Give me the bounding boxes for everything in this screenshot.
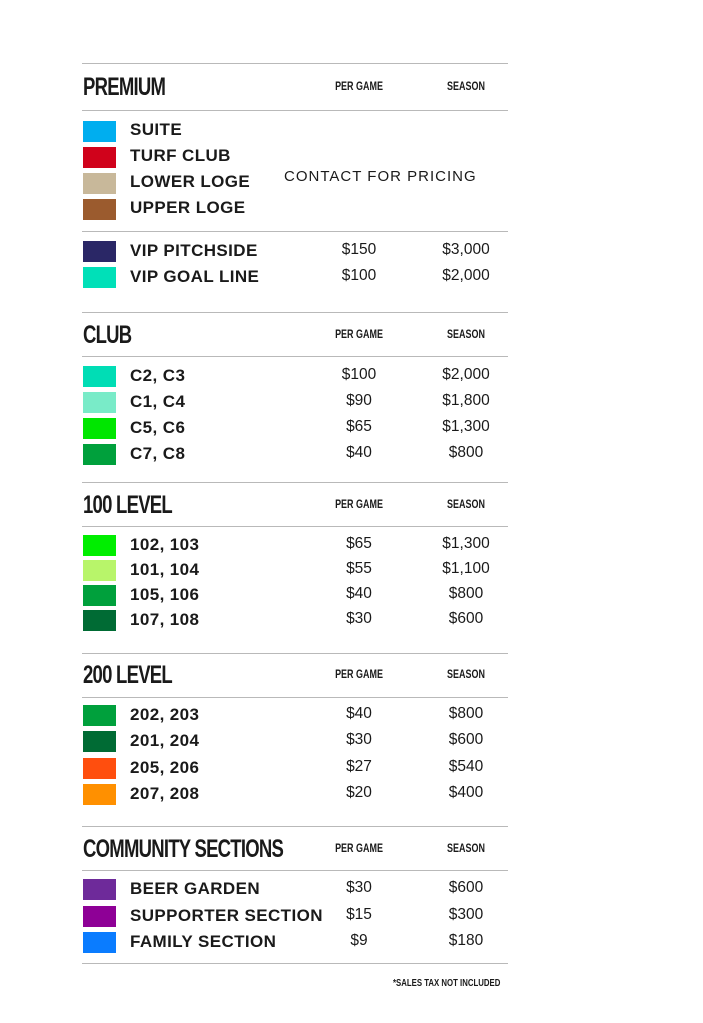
section-heading: 200 LEVEL	[83, 661, 172, 689]
per-game-price: $15	[346, 906, 372, 923]
seat-section-label: SUITE	[130, 120, 183, 139]
color-swatch	[83, 731, 116, 752]
section-top-rule	[82, 826, 508, 827]
seat-section-label: BEER GARDEN	[130, 879, 261, 898]
section-top-rule	[82, 653, 508, 654]
color-swatch	[83, 241, 116, 262]
season-price: $400	[448, 784, 484, 801]
per-game-price: $40	[346, 705, 372, 722]
seat-section-label: 205, 206	[130, 758, 200, 777]
per-game-price: $20	[346, 784, 372, 801]
section-heading: PREMIUM	[83, 73, 166, 101]
seat-section-label: SUPPORTER SECTION	[130, 906, 323, 925]
color-swatch	[83, 366, 116, 387]
seat-section-label: 101, 104	[130, 560, 200, 579]
season-price: $3,000	[442, 241, 490, 258]
seat-section-label: LOWER LOGE	[130, 172, 251, 191]
per-game-price: $30	[346, 879, 372, 896]
color-swatch	[83, 758, 116, 779]
seat-section-label: 202, 203	[130, 705, 200, 724]
season-price: $1,100	[442, 560, 490, 577]
per-game-price: $27	[346, 758, 372, 775]
season-price: $600	[448, 731, 484, 748]
color-swatch	[83, 199, 116, 220]
seat-section-label: UPPER LOGE	[130, 198, 246, 217]
section-header-rule	[82, 870, 508, 871]
contact-for-pricing-text: CONTACT FOR PRICING	[284, 168, 477, 185]
color-swatch	[83, 147, 116, 168]
seat-section-label: VIP PITCHSIDE	[130, 241, 258, 260]
color-swatch	[83, 560, 116, 581]
color-swatch	[83, 879, 116, 900]
seat-section-label: TURF CLUB	[130, 146, 231, 165]
per-game-column-header: PER GAME	[335, 843, 383, 855]
seat-section-label: C2, C3	[130, 366, 186, 385]
per-game-price: $90	[346, 392, 372, 409]
per-game-column-header: PER GAME	[335, 81, 383, 93]
season-price: $300	[448, 906, 484, 923]
season-column-header: SEASON	[447, 669, 485, 681]
season-column-header: SEASON	[447, 81, 485, 93]
season-price: $800	[448, 585, 484, 602]
color-swatch	[83, 121, 116, 142]
per-game-price: $40	[346, 444, 372, 461]
section-header-rule	[82, 110, 508, 111]
seat-section-label: 105, 106	[130, 585, 200, 604]
section-divider-rule	[82, 231, 508, 232]
color-swatch	[83, 418, 116, 439]
season-price: $1,300	[442, 535, 490, 552]
season-column-header: SEASON	[447, 499, 485, 511]
seat-section-label: VIP GOAL LINE	[130, 267, 260, 286]
season-price: $1,300	[442, 418, 490, 435]
per-game-price: $65	[346, 418, 372, 435]
seat-section-label: FAMILY SECTION	[130, 932, 277, 951]
color-swatch	[83, 267, 116, 288]
per-game-column-header: PER GAME	[335, 669, 383, 681]
section-top-rule	[82, 312, 508, 313]
season-price: $600	[448, 610, 484, 627]
section-heading: 100 LEVEL	[83, 491, 172, 519]
season-price: $2,000	[442, 366, 490, 383]
color-swatch	[83, 392, 116, 413]
per-game-price: $100	[341, 366, 377, 383]
season-price: $180	[448, 932, 484, 949]
per-game-column-header: PER GAME	[335, 329, 383, 341]
per-game-price: $30	[346, 731, 372, 748]
seat-section-label: C7, C8	[130, 444, 186, 463]
per-game-price: $100	[341, 267, 377, 284]
section-heading: CLUB	[83, 321, 132, 349]
per-game-price: $65	[346, 535, 372, 552]
season-column-header: SEASON	[447, 843, 485, 855]
color-swatch	[83, 610, 116, 631]
seat-section-label: C5, C6	[130, 418, 186, 437]
color-swatch	[83, 444, 116, 465]
season-price: $540	[448, 758, 484, 775]
per-game-price: $55	[346, 560, 372, 577]
color-swatch	[83, 705, 116, 726]
per-game-price: $9	[350, 932, 368, 949]
section-header-rule	[82, 697, 508, 698]
seat-section-label: 107, 108	[130, 610, 200, 629]
season-price: $800	[448, 444, 484, 461]
season-price: $600	[448, 879, 484, 896]
per-game-price: $40	[346, 585, 372, 602]
sales-tax-footnote: *SALES TAX NOT INCLUDED	[393, 978, 501, 989]
color-swatch	[83, 585, 116, 606]
section-header-rule	[82, 356, 508, 357]
section-top-rule	[82, 63, 508, 64]
section-heading: COMMUNITY SECTIONS	[83, 835, 284, 863]
seat-section-label: C1, C4	[130, 392, 186, 411]
seat-section-label: 201, 204	[130, 731, 200, 750]
season-price: $800	[448, 705, 484, 722]
seat-section-label: 102, 103	[130, 535, 200, 554]
season-column-header: SEASON	[447, 329, 485, 341]
per-game-column-header: PER GAME	[335, 499, 383, 511]
color-swatch	[83, 906, 116, 927]
color-swatch	[83, 535, 116, 556]
color-swatch	[83, 173, 116, 194]
bottom-rule	[82, 963, 508, 964]
color-swatch	[83, 932, 116, 953]
section-top-rule	[82, 482, 508, 483]
color-swatch	[83, 784, 116, 805]
per-game-price: $30	[346, 610, 372, 627]
season-price: $2,000	[442, 267, 490, 284]
seat-section-label: 207, 208	[130, 784, 200, 803]
per-game-price: $150	[341, 241, 377, 258]
season-price: $1,800	[442, 392, 490, 409]
section-header-rule	[82, 526, 508, 527]
